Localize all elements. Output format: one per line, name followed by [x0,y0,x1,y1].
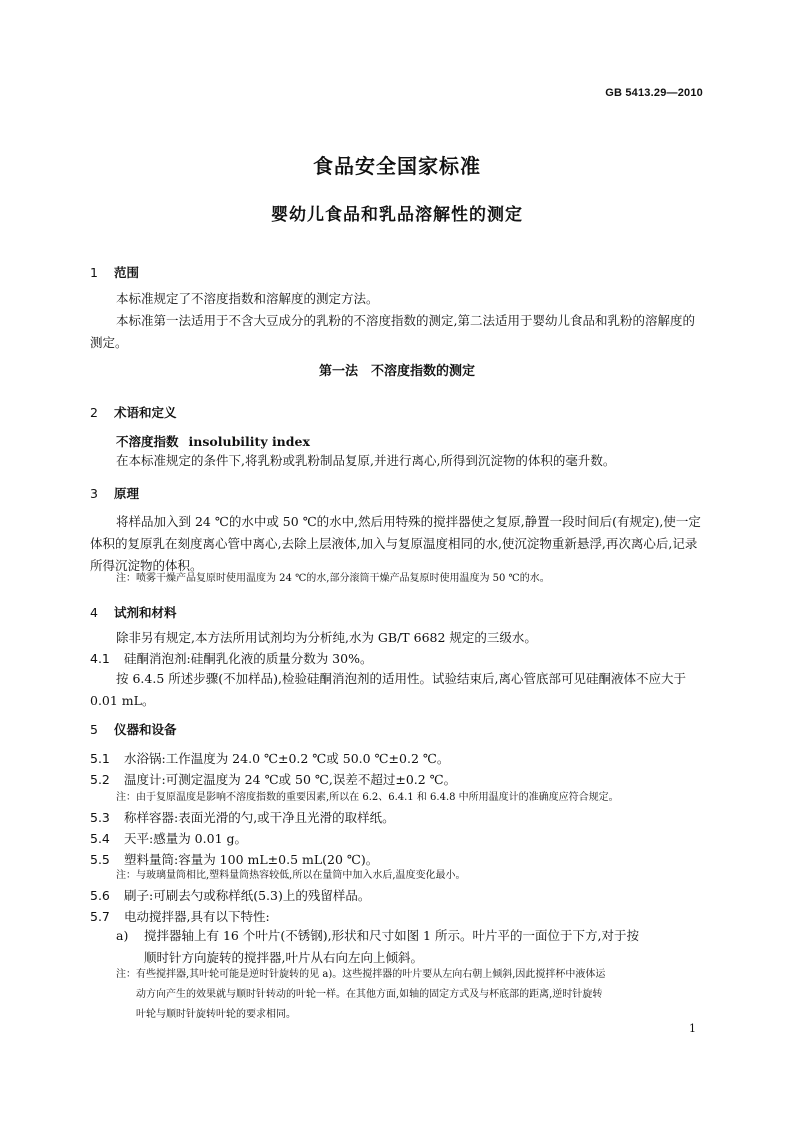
section-title: 范围 [114,265,140,280]
section-5-heading [90,720,177,738]
note-line-3: 叶轮与顺时针旋转叶轮的要求相同。 [136,1009,296,1020]
clause-5-4 [90,829,247,847]
standard-code: GB 5413.29—2010 [605,87,703,99]
clause-4-1 [90,649,372,667]
item-line-1: 搅拌器轴上有 16 个叶片(不锈钢),形状和尺寸如图 1 所示。叶片平的一面位于下方,对于按 [144,928,639,943]
clause-5-6 [90,886,370,904]
note-line-2: 动方向产生的效果就与顺时针转动的叶轮一样。在其他方面,如轴的固定方式及与杯底部的距离,逆时针旋转 [136,989,603,1000]
clause-number: 5.4 [90,831,110,846]
section-number: 4 [90,605,98,620]
document-subtitle: 婴幼儿食品和乳品溶解性的测定 [271,205,523,225]
clause-number: 4.1 [90,651,110,666]
clause-5-2 [90,770,456,788]
section-4-paragraph-2: 按 6.4.5 所述步骤(不加样品),检验硅酮消泡剂的适用性。试验结束后,离心管底部可见硅酮液体不应大于 0.01 mL。 [90,671,686,708]
page-number: 1 [689,1022,696,1035]
section-3-paragraph: 将样品加入到 24 ℃的水中或 50 ℃的水中,然后用特殊的搅拌器使之复原,静置一段时间后(有规定),使一定体积的复原乳在刻度离心管中离心,去除上层液体,加入与复原温度相同的水,使沉淀物重新悬浮,再次离心后,记录所得沉淀物的体积。 [90,514,701,573]
document-title: 食品安全国家标准 [313,154,481,178]
clause-5-1 [90,749,449,767]
section-title: 原理 [114,486,140,501]
section-number: 2 [90,405,98,420]
section-3-heading [90,484,139,502]
section-3-note: 注：喷雾干燥产品复原时使用温度为 24 ℃的水,部分滚筒干燥产品复原时使用温度为 50 ℃的水。 [116,573,550,584]
clause-number: 5.7 [90,909,110,924]
clause-5-2-note: 注：由于复原温度是影响不溶度指数的重要因素,所以在 6.2、6.4.1 和 6.4.8 中所用温度计的准确度应符合规定。 [116,792,619,803]
clause-text: 硅酮消泡剂:硅酮乳化液的质量分数为 30%。 [124,651,373,666]
section-1-paragraph-1: 本标准规定了不溶度指数和溶解度的测定方法。 [116,291,379,306]
clause-text: 塑料量筒:容量为 100 mL±0.5 mL(20 ℃)。 [124,852,379,867]
section-1-heading [90,263,139,281]
clause-5-7 [90,907,270,925]
term-definition: 在本标准规定的条件下,将乳粉或乳粉制品复原,并进行离心,所得到沉淀物的体积的毫升数。 [116,453,616,468]
section-1-paragraph-2: 本标准第一法适用于不含大豆成分的乳粉的不溶度指数的测定,第二法适用于婴幼儿食品和乳粉的溶解度的测定。 [90,313,695,350]
clause-number: 5.2 [90,772,110,787]
section-4-paragraph-1: 除非另有规定,本方法所用试剂均为分析纯,水为 GB/T 6682 规定的三级水。 [116,630,537,645]
clause-text: 水浴锅:工作温度为 24.0 ℃±0.2 ℃或 50.0 ℃±0.2 ℃。 [124,751,450,766]
clause-number: 5.1 [90,751,110,766]
clause-number: 5.6 [90,888,110,903]
clause-number: 5.5 [90,852,110,867]
section-title: 试剂和材料 [114,605,177,620]
section-number: 3 [90,486,98,501]
term-english: insolubility index [188,434,310,449]
clause-number: 5.3 [90,810,110,825]
note-line-1: 注：有些搅拌器,其叶轮可能是逆时针旋转的见 a)。这些搅拌器的叶片要从左向右朝上倾斜,因此搅拌杯中液体运 [116,969,606,980]
item-label: a) [116,928,129,943]
section-2-heading [90,403,177,421]
clause-5-7-item-a [116,925,706,969]
clause-text: 刷子:可刷去勺或称样纸(5.3)上的残留样品。 [124,888,371,903]
method-1-heading: 第一法 不溶度指数的测定 [318,364,475,379]
section-number: 5 [90,722,98,737]
clause-text: 电动搅拌器,具有以下特性: [124,909,270,924]
clause-5-7-note [116,965,706,1025]
section-title: 术语和定义 [114,405,177,420]
clause-text: 称样容器:表面光滑的勺,或干净且光滑的取样纸。 [124,810,395,825]
clause-text: 温度计:可测定温度为 24 ℃或 50 ℃,误差不超过±0.2 ℃。 [124,772,457,787]
item-line-2: 顺时针方向旋转的搅拌器,叶片从右向左向上倾斜。 [144,950,423,965]
clause-5-3 [90,808,395,826]
section-number: 1 [90,265,98,280]
section-4-heading [90,603,177,621]
term-chinese: 不溶度指数 [116,434,179,449]
clause-text: 天平:感量为 0.01 g。 [124,831,247,846]
term-entry [116,432,310,450]
clause-5-5-note: 注：与玻璃量筒相比,塑料量筒热容较低,所以在量筒中加入水后,温度变化最小。 [116,870,466,881]
section-title: 仪器和设备 [114,722,177,737]
